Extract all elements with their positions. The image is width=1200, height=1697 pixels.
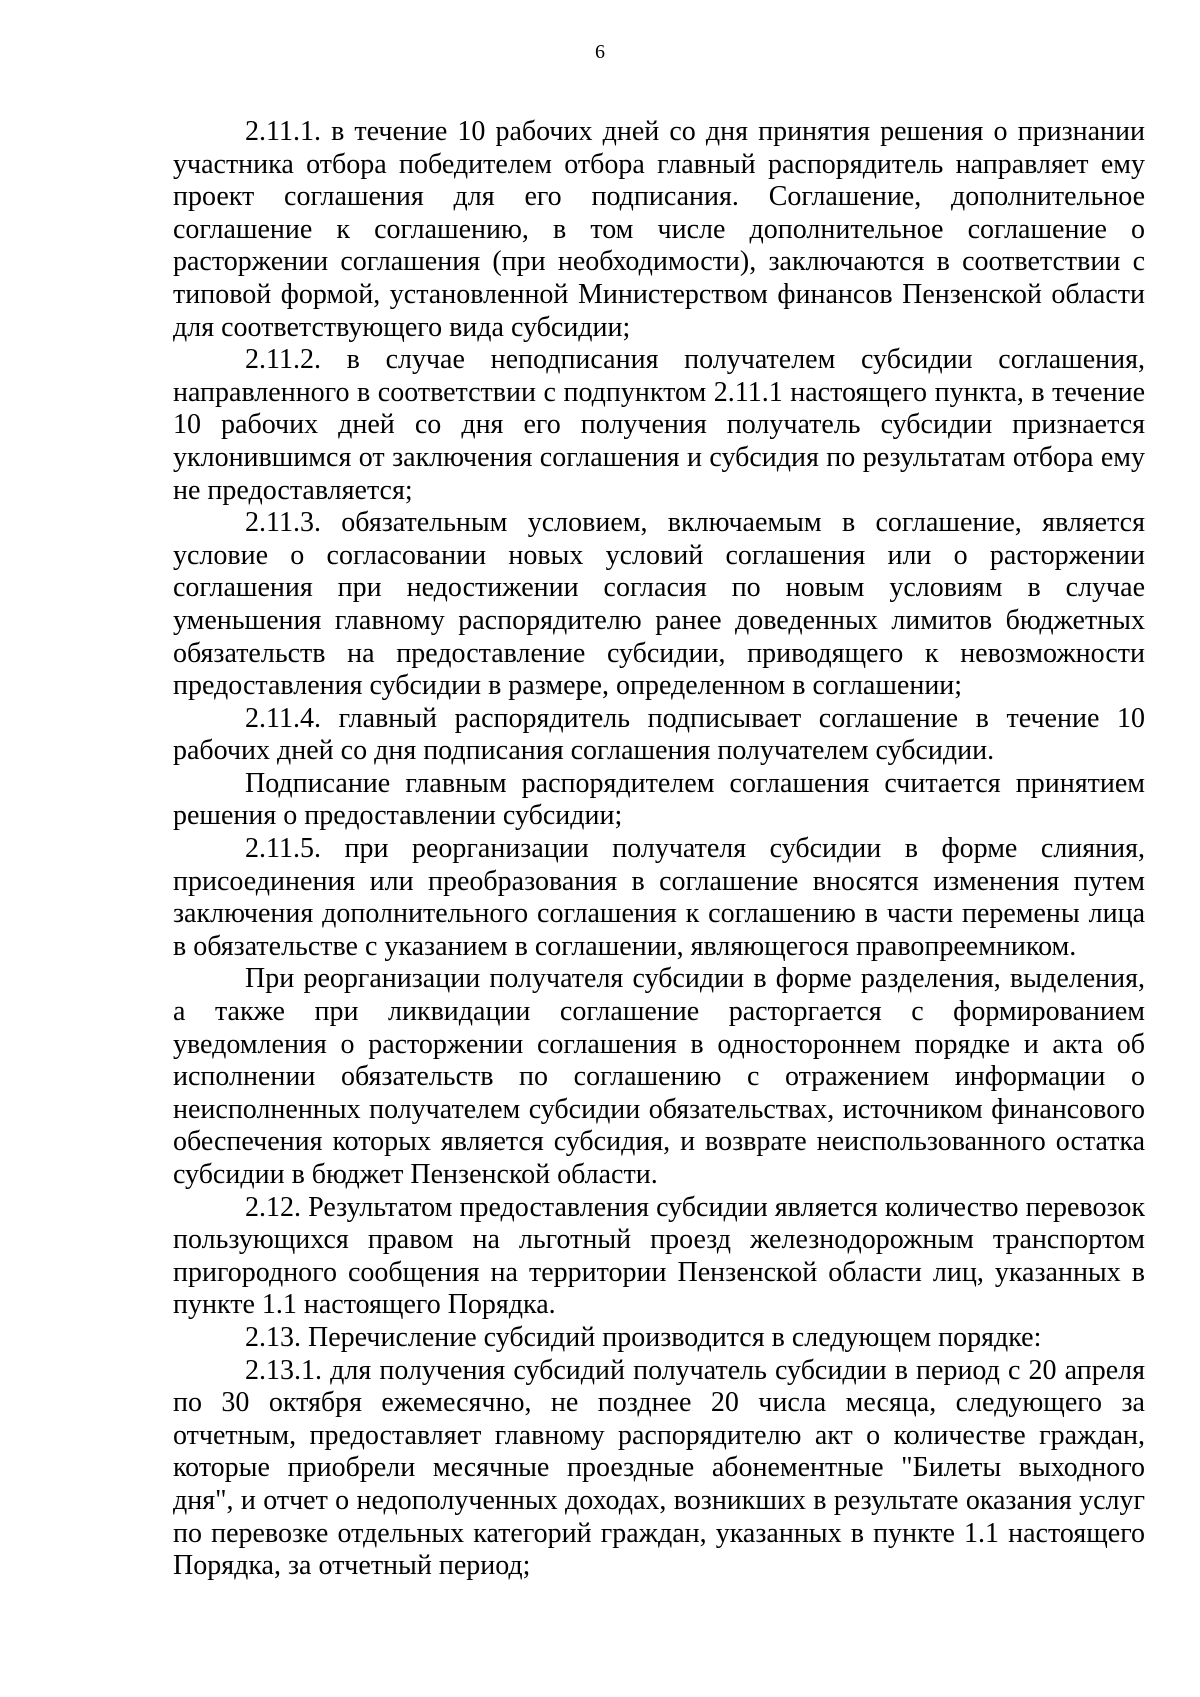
paragraph-reorganization: При реорганизации получателя субсидии в форме разделения, выделения, а также при ликвидации соглашение расторгается с формированием уведомления о расторжении соглашения в одностороннем порядке и акта об исполнении обязательств по соглашению с отражением информации о неисполненных получателем субсидии обязательствах, источником финансового обеспечения которых является субсидия, и возврате неиспользованного остатка субсидии в бюджет Пензенской области. [173,963,1145,1190]
paragraph-2-11-1: 2.11.1. в течение 10 рабочих дней со дня принятия решения о признании участника отбора победителем отбора главный распорядитель направляет ему проект соглашения для его подписания. Соглашение, дополнительное соглашение к соглашению, в том числе дополнительное соглашение о расторжении соглашения (при необходимости), заключаются в соответствии с типовой формой, установленной Министерством финансов Пензенской области для соответствующего вида субсидии; [173,116,1145,343]
paragraph-signing: Подписание главным распорядителем соглашения считается принятием решения о предоставлении субсидии; [173,767,1145,832]
paragraph-2-13: 2.13. Перечисление субсидий производится в следующем порядке: [245,1321,1042,1353]
paragraph-2-12: 2.12. Результатом предоставления субсидии является количество перевозок пользующихся правом на льготный проезд железнодорожным транспортом пригородного сообщения на территории Пензенской области лиц, указанных в пункте 1.1 настоящего Порядка. [173,1191,1145,1321]
paragraph-2-11-5: 2.11.5. при реорганизации получателя субсидии в форме слияния, присоединения или преобразования в соглашение вносятся изменения путем заключения дополнительного соглашения к соглашению в части перемены лица в обязательстве с указанием в соглашении, являющегося правопреемником. [173,833,1145,962]
paragraph-2-11-2: 2.11.2. в случае неподписания получателем субсидии соглашения, направленного в соответствии с подпунктом 2.11.1 настоящего пункта, в течение 10 рабочих дней со дня его получения получатель субсидии признается уклонившимся от заключения соглашения и субсидия по результатам отбора ему не предоставляется; [173,344,1145,506]
paragraph-2-13-1: 2.13.1. для получения субсидий получатель субсидии в период с 20 апреля по 30 октября ежемесячно, не позднее 20 числа месяца, следующего за отчетным, предоставляет главному распорядителю акт о количестве граждан, которые приобрели месячные проездные абонементные "Билеты выходного дня", и отчет о недополученных доходах, возникших в результате оказания услуг по перевозке отдельных категорий граждан, указанных в пункте 1.1 настоящего Порядка, за отчетный период; [173,1354,1145,1582]
paragraph-2-11-3: 2.11.3. обязательным условием, включаемым в соглашение, является условие о согласовании новых условий соглашения или о расторжении соглашения при недостижении согласия по новым условиям в случае уменьшения главному распорядителю ранее доведенных лимитов бюджетных обязательств на предоставление субсидии, приводящего к невозможности предоставления субсидии в размере, определенном в соглашении; [173,507,1145,702]
paragraph-2-11-4: 2.11.4. главный распорядитель подписывает соглашение в течение 10 рабочих дней со дня подписания соглашения получателем субсидии. [173,702,1145,767]
page-number: 6 [595,41,605,63]
document-body [173,116,1145,1583]
